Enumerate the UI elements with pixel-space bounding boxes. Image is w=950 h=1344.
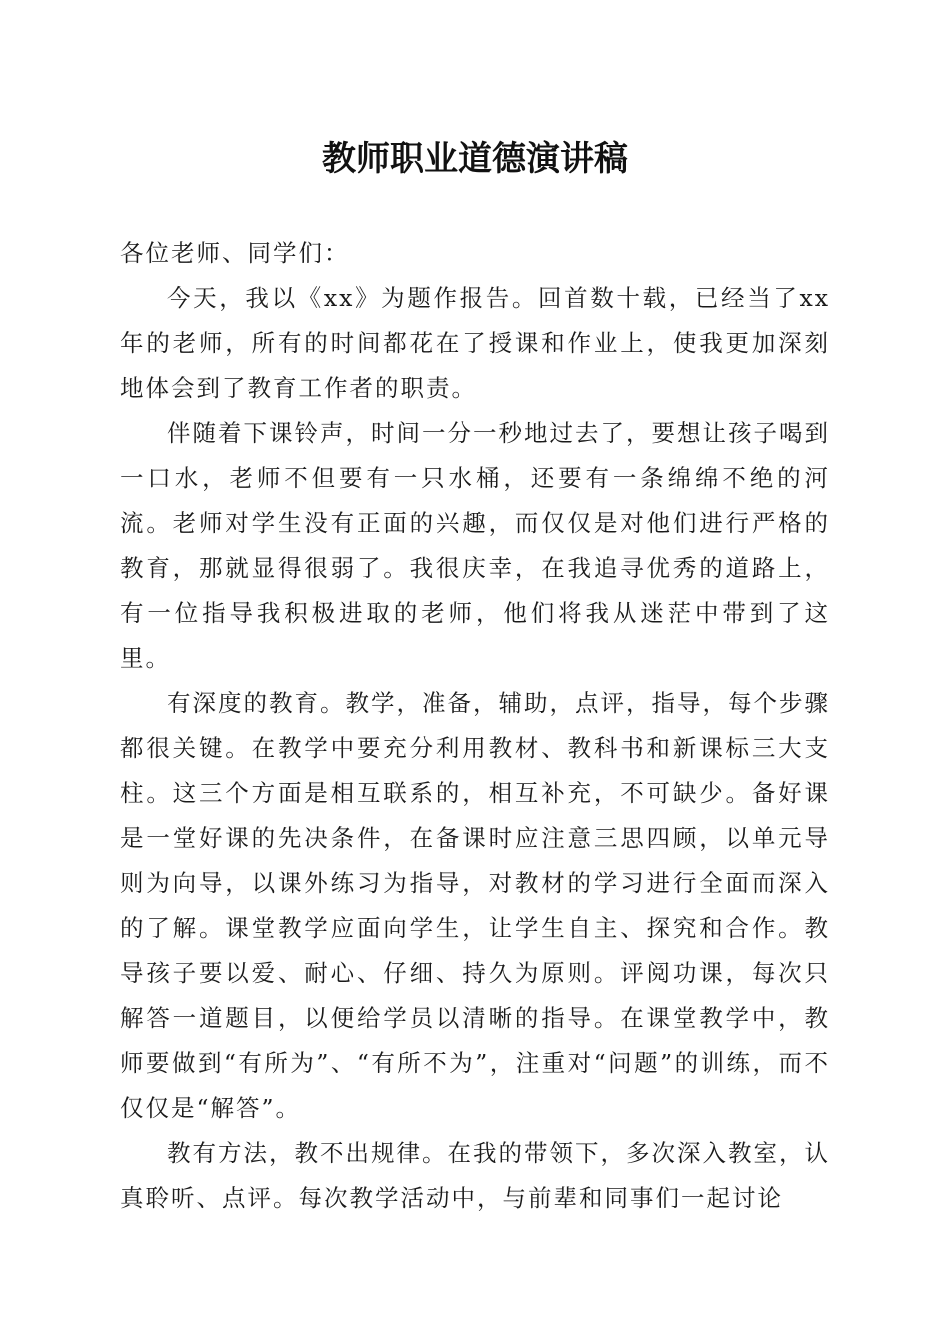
paragraph-4: 教有方法，教不出规律。在我的带领下，多次深入教室，认真聆听、点评。每次教学活动中，与前辈和同事们一起讨论 [120, 1139, 830, 1212]
document-body [120, 231, 830, 1221]
paragraph-1: 今天，我以《xx》为题作报告。回首数十载，已经当了xx年的老师，所有的时间都花在了授课和作业上，使我更加深刻地体会到了教育工作者的职责。 [120, 284, 830, 402]
salutation: 各位老师、同学们： [120, 239, 350, 267]
paragraph-3: 有深度的教育。教学，准备，辅助，点评，指导，每个步骤都很关键。在教学中要充分利用教材、教科书和新课标三大支柱。这三个方面是相互联系的，相互补充，不可缺少。备好课是一堂好课的先决条件，在备课时应注意三思四顾，以单元导则为向导，以课外练习为指导，对教材的学习进行全面而深入的了解。课堂教学应面向学生，让学生自主、探究和合作。教导孩子要以爱、耐心、仔细、持久为原则。评阅功课，每次只解答一道题目，以便给学员以清晰的指导。在课堂教学中，教师要做到“有所为”、“有所不为”，注重对“问题”的训练，而不仅仅是“解答”。 [120, 689, 830, 1122]
document-title: 教师职业道德演讲稿 [322, 139, 628, 179]
paragraph-2: 伴随着下课铃声，时间一分一秒地过去了，要想让孩子喝到一口水，老师不但要有一只水桶，还要有一条绵绵不绝的河流。老师对学生没有正面的兴趣，而仅仅是对他们进行严格的教育，那就显得很弱了。我很庆幸，在我追寻优秀的道路上，有一位指导我积极进取的老师，他们将我从迷茫中带到了这里。 [120, 419, 830, 672]
